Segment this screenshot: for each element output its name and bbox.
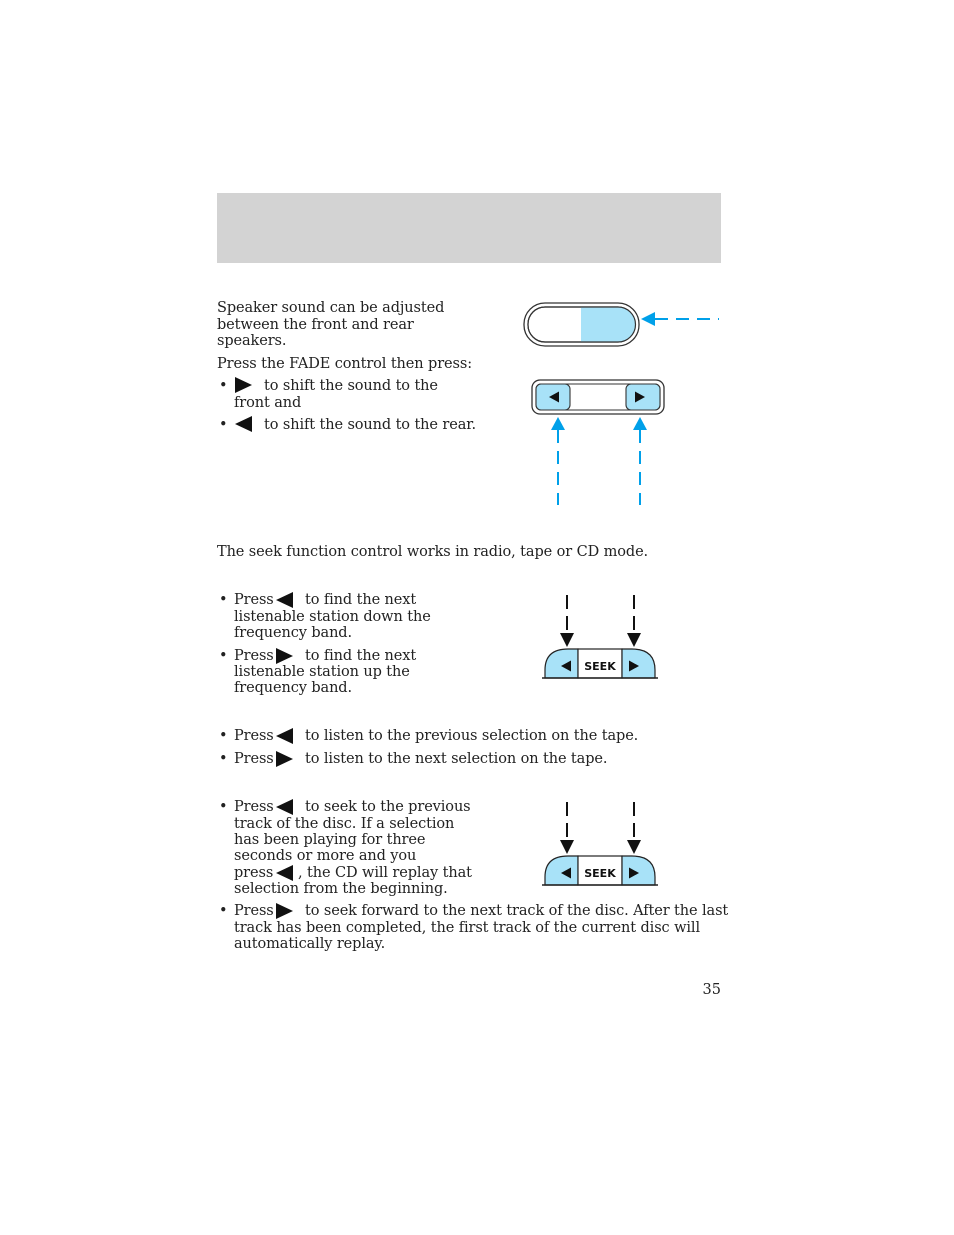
right-arrow-icon xyxy=(276,903,293,919)
seek-left-button[interactable] xyxy=(545,856,578,885)
bullet-dot: • xyxy=(219,903,228,919)
fade-intro: Speaker sound can be adjusted between the front and rear speakers. xyxy=(217,300,445,349)
bullet-dot: • xyxy=(219,728,228,744)
rear-pointer-arrowhead xyxy=(551,417,565,430)
radio-b1-line1: to find the next xyxy=(305,592,417,608)
cd-b1-line3: has been playing for three xyxy=(234,832,426,848)
cd-b1-line2: track of the disc. If a selection xyxy=(234,816,455,832)
cd-b1-line4: seconds or more and you xyxy=(234,848,417,864)
fade-bullet-front-line1: to shift the sound to the xyxy=(264,378,438,394)
fade-pointer-arrowhead xyxy=(641,312,655,326)
pointer-arrowhead xyxy=(560,840,574,854)
bullet-dot: • xyxy=(219,648,228,664)
tape-b1-text: to listen to the previous selection on the tape. xyxy=(305,728,639,744)
bullet-dot: • xyxy=(219,799,228,815)
fade-instruction: Press the FADE control then press: xyxy=(217,356,472,372)
radio-b1-press: Press xyxy=(234,592,274,608)
seek-left-button[interactable] xyxy=(545,649,578,678)
cd-b1-press2: press xyxy=(234,865,274,881)
cd-b1-line6: selection from the beginning. xyxy=(234,881,448,897)
pointer-arrowhead xyxy=(627,840,641,854)
cd-b2-press: Press xyxy=(234,903,274,919)
left-arrow-icon xyxy=(276,799,293,815)
pointer-arrowhead xyxy=(560,633,574,647)
bullet-dot: • xyxy=(219,751,228,767)
left-arrow-icon xyxy=(235,416,252,432)
section-header-band xyxy=(217,193,721,263)
tape-b2-press: Press xyxy=(234,751,274,767)
cd-b2-line2: track has been completed, the first track of the current disc will xyxy=(234,920,700,936)
left-arrow-icon xyxy=(276,592,293,608)
bullet-dot: • xyxy=(219,378,228,394)
bullet-dot: • xyxy=(219,592,228,608)
bullet-dot: • xyxy=(219,417,228,433)
cd-b2-line1: to seek forward to the next track of the disc. After the last xyxy=(305,903,729,919)
right-arrow-icon xyxy=(276,751,293,767)
seek-right-button[interactable] xyxy=(622,856,655,885)
cd-b1-line1: to seek to the previous xyxy=(305,799,471,815)
seek-control-illustration-radio xyxy=(540,592,660,682)
radio-b2-line3: frequency band. xyxy=(234,680,352,696)
page-number: 35 xyxy=(702,982,721,998)
radio-b2-line2: listenable station up the xyxy=(234,664,410,680)
radio-b1-line2: listenable station down the xyxy=(234,609,431,625)
radio-b2-press: Press xyxy=(234,648,274,664)
cd-b1-press: Press xyxy=(234,799,274,815)
seek-control-illustration-cd xyxy=(540,799,660,889)
fade-control-illustration xyxy=(520,300,725,510)
seek-right-button[interactable] xyxy=(622,649,655,678)
right-arrow-icon xyxy=(276,648,293,664)
radio-b1-line3: frequency band. xyxy=(234,625,352,641)
cd-b1-line5: , the CD will replay that xyxy=(298,865,472,881)
tape-b1-press: Press xyxy=(234,728,274,744)
front-pointer-arrowhead xyxy=(633,417,647,430)
right-arrow-icon xyxy=(235,377,252,393)
cd-b2-line3: automatically replay. xyxy=(234,936,386,952)
seek-label: SEEK xyxy=(584,660,616,673)
pointer-arrowhead xyxy=(627,633,641,647)
tape-b2-text: to listen to the next selection on the tape. xyxy=(305,751,608,767)
fade-bullet-rear: to shift the sound to the rear. xyxy=(264,417,477,433)
fade-bullet-front-line2: front and xyxy=(234,395,302,411)
left-arrow-icon xyxy=(276,865,293,881)
seek-intro: The seek function control works in radio, tape or CD mode. xyxy=(217,544,649,560)
left-arrow-icon xyxy=(276,728,293,744)
radio-b2-line1: to find the next xyxy=(305,648,417,664)
seek-label: SEEK xyxy=(584,867,616,880)
